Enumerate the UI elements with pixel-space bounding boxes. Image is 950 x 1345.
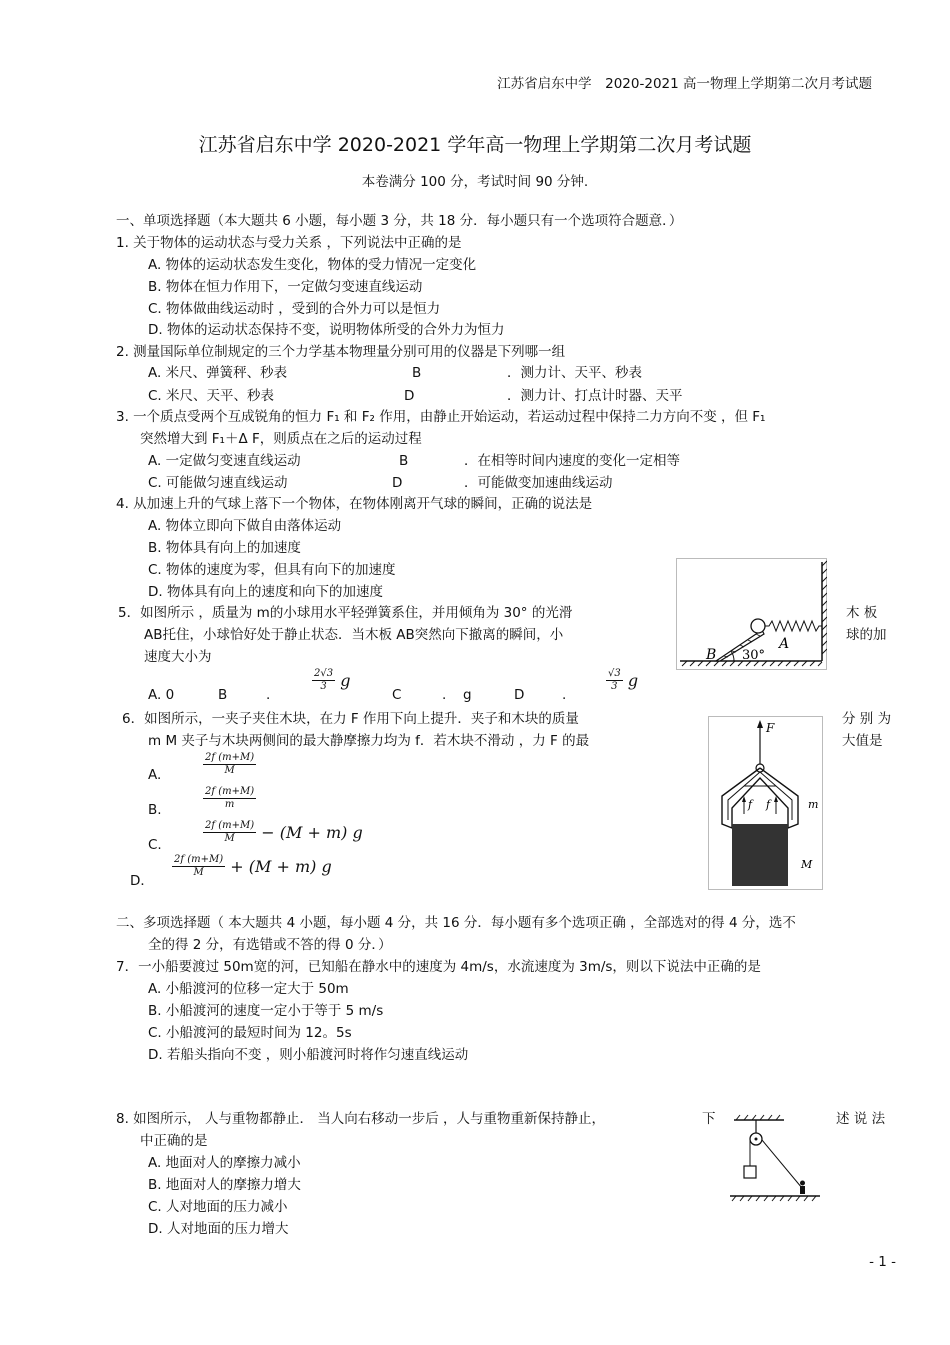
- q3-stem-line1: 3. 一个质点受两个互成锐角的恒力 F₁ 和 F₂ 作用，由静止开始运动，若运动过程中保持二力方向不变 ，但 F₁: [116, 409, 766, 425]
- q8-option-d: D. 人对地面的压力增大: [148, 1221, 289, 1237]
- q2-option-d: ．测力计、打点计时器、天平: [507, 388, 683, 404]
- q6-option-d-value: $\frac{2f (m+M)}{M}$ + (M + m) g: [174, 854, 332, 878]
- q5-option-b-value: $\frac{2√3}{3}$ g: [314, 668, 351, 692]
- q6-option-c-value: $\frac{2f (m+M)}{M}$ − (M + m) g: [205, 820, 363, 844]
- q6-option-a-label: A.: [148, 767, 162, 783]
- q7-option-b: B. 小船渡河的速度一定小于等于 5 m/s: [148, 1003, 384, 1019]
- q5-stem-line1-end: 木 板: [846, 605, 878, 621]
- page-number: - 1 -: [869, 1254, 896, 1270]
- q8-option-c: C. 人对地面的压力减小: [148, 1199, 288, 1215]
- q8-stem-line1: 8. 如图所示， 人与重物都静止． 当人向右移动一步后 ，人与重物重新保持静止，: [116, 1111, 606, 1127]
- q5-option-d-label: D: [514, 687, 525, 703]
- q6-stem-line1: 6．如图所示，一夹子夹住木块，在力 F 作用下向上提升．夹子和木块的质量: [122, 711, 579, 727]
- section-1-heading: 一、单项选择题（本大题共 6 小题，每小题 3 分，共 18 分．每小题只有一个选项符合题意．）: [116, 213, 683, 229]
- q5-fig-label-a: A: [779, 636, 790, 652]
- q5-option-a: A. 0: [148, 687, 175, 703]
- q4-option-d: D. 物体具有向上的速度和向下的加速度: [148, 584, 383, 600]
- q4-option-b: B. 物体具有向上的加速度: [148, 540, 301, 556]
- q5-stem-line2: AB托住，小球恰好处于静止状态．当木板 AB突然向下撤离的瞬间，小: [144, 627, 564, 643]
- q5-option-b-label: B: [218, 687, 228, 703]
- q4-option-a: A. 物体立即向下做自由落体运动: [148, 518, 342, 534]
- exam-info: 本卷满分 100 分，考试时间 90 分钟.: [361, 174, 589, 190]
- q3-stem-line2: 突然增大到 F₁＋Δ F，则质点在之后的运动过程: [140, 431, 422, 447]
- q8-pulley-figure: [726, 1114, 822, 1206]
- q6-option-a-value: $\frac{2f (m+M)}{M}$: [205, 752, 255, 776]
- q2-option-b-label: B: [412, 365, 422, 381]
- q2-option-c: C. 米尺、天平、秒表: [148, 388, 275, 404]
- q6-option-d-label: D．: [130, 873, 154, 889]
- q6-fig-label-f1: f: [748, 798, 753, 811]
- q6-option-b-value: $\frac{2f (m+M)}{m}$: [205, 786, 255, 810]
- q4-option-c: C. 物体的速度为零，但具有向下的加速度: [148, 562, 396, 578]
- q3-option-c: C. 可能做匀速直线运动: [148, 475, 288, 491]
- q2-option-d-label: D: [404, 388, 415, 404]
- q6-fig-label-m: m: [808, 798, 819, 811]
- q1-stem: 1. 关于物体的运动状态与受力关系 ，下列说法中正确的是: [116, 235, 462, 251]
- q3-option-b-label: B: [399, 453, 409, 469]
- q5-stem-line3: 速度大小为: [144, 649, 212, 665]
- q6-clamp-figure: [708, 716, 823, 890]
- q8-stem-line1-end: 述 说 法: [836, 1111, 886, 1127]
- q1-option-b: B. 物体在恒力作用下，一定做匀变速直线运动: [148, 279, 423, 295]
- q6-stem-line1-end: 分 别 为: [842, 711, 892, 727]
- q6-fig-label-f-force: F: [766, 721, 775, 735]
- q5-option-d-value: $\frac{√3}{3}$ g: [608, 668, 639, 692]
- q5-option-c-value: g: [463, 687, 472, 703]
- q3-option-a: A. 一定做匀变速直线运动: [148, 453, 301, 469]
- q2-option-a: A. 米尺、弹簧秤、秒表: [148, 365, 288, 381]
- q6-option-b-label: B.: [148, 802, 162, 818]
- q4-stem: 4. 从加速上升的气球上落下一个物体，在物体刚离开气球的瞬间，正确的说法是: [116, 496, 593, 512]
- page-title: 江苏省启东中学 2020-2021 学年高一物理上学期第二次月考试题: [198, 134, 752, 156]
- q3-option-b: ．在相等时间内速度的变化一定相等: [464, 453, 680, 469]
- q5-option-d-dot: .: [562, 687, 567, 703]
- q7-option-c: C. 小船渡河的最短时间为 12。5s: [148, 1025, 352, 1041]
- q2-option-b: ．测力计、天平、秒表: [507, 365, 642, 381]
- q2-stem: 2. 测量国际单位制规定的三个力学基本物理量分别可用的仪器是下列哪一组: [116, 344, 566, 360]
- q5-option-c-dot: .: [442, 687, 447, 703]
- q5-stem-line2-end: 球的加: [846, 627, 887, 643]
- q6-fig-label-f2: f: [766, 798, 771, 811]
- q3-option-d: ．可能做变加速曲线运动: [464, 475, 613, 491]
- q6-stem-line2-end: 大值是: [842, 733, 883, 749]
- q1-option-a: A. 物体的运动状态发生变化，物体的受力情况一定变化: [148, 257, 477, 273]
- q5-incline-figure: [676, 558, 827, 670]
- q6-fig-label-big-m: M: [801, 858, 813, 871]
- q5-option-b-dot: .: [266, 687, 271, 703]
- q5-fig-label-b: B: [706, 647, 717, 663]
- q7-option-a: A. 小船渡河的位移一定大于 50m: [148, 981, 349, 997]
- q3-option-d-label: D: [392, 475, 403, 491]
- q7-stem: 7．一小船要渡过 50m宽的河，已知船在静水中的速度为 4m/s，水流速度为 3m/s，则以下说法中正确的是: [116, 959, 761, 975]
- q8-option-b: B. 地面对人的摩擦力增大: [148, 1177, 301, 1193]
- section-2-heading-line1: 二、多项选择题（ 本大题共 4 小题，每小题 4 分，共 16 分．每小题有多个选项正确 ，全部选对的得 4 分，选不: [116, 915, 796, 931]
- q5-option-c-label: C: [392, 687, 402, 703]
- q8-stem-line2: 中正确的是: [140, 1133, 208, 1149]
- q5-fig-angle: 30°: [742, 648, 766, 663]
- q8-option-a: A. 地面对人的摩擦力减小: [148, 1155, 301, 1171]
- running-header: 江苏省启东中学 2020-2021 高一物理上学期第二次月考试题: [497, 76, 872, 92]
- q1-option-d: D. 物体的运动状态保持不变，说明物体所受的合外力为恒力: [148, 322, 505, 338]
- section-2-heading-line2: 全的得 2 分，有选错或不答的得 0 分．）: [148, 937, 392, 953]
- q7-option-d: D. 若船头指向不变 ，则小船渡河时将作匀速直线运动: [148, 1047, 469, 1063]
- q1-option-c: C. 物体做曲线运动时 ，受到的合外力可以是恒力: [148, 301, 441, 317]
- q8-stem-line1-mid: 下: [702, 1111, 716, 1127]
- q6-option-c-label: C.: [148, 837, 162, 853]
- q5-stem-line1: 5．如图所示 ，质量为 m的小球用水平轻弹簧系住，并用倾角为 30° 的光滑: [118, 605, 573, 621]
- q6-stem-line2: m M 夹子与木块两侧间的最大静摩擦力均为 f．若木块不滑动 ，力 F 的最: [148, 733, 590, 749]
